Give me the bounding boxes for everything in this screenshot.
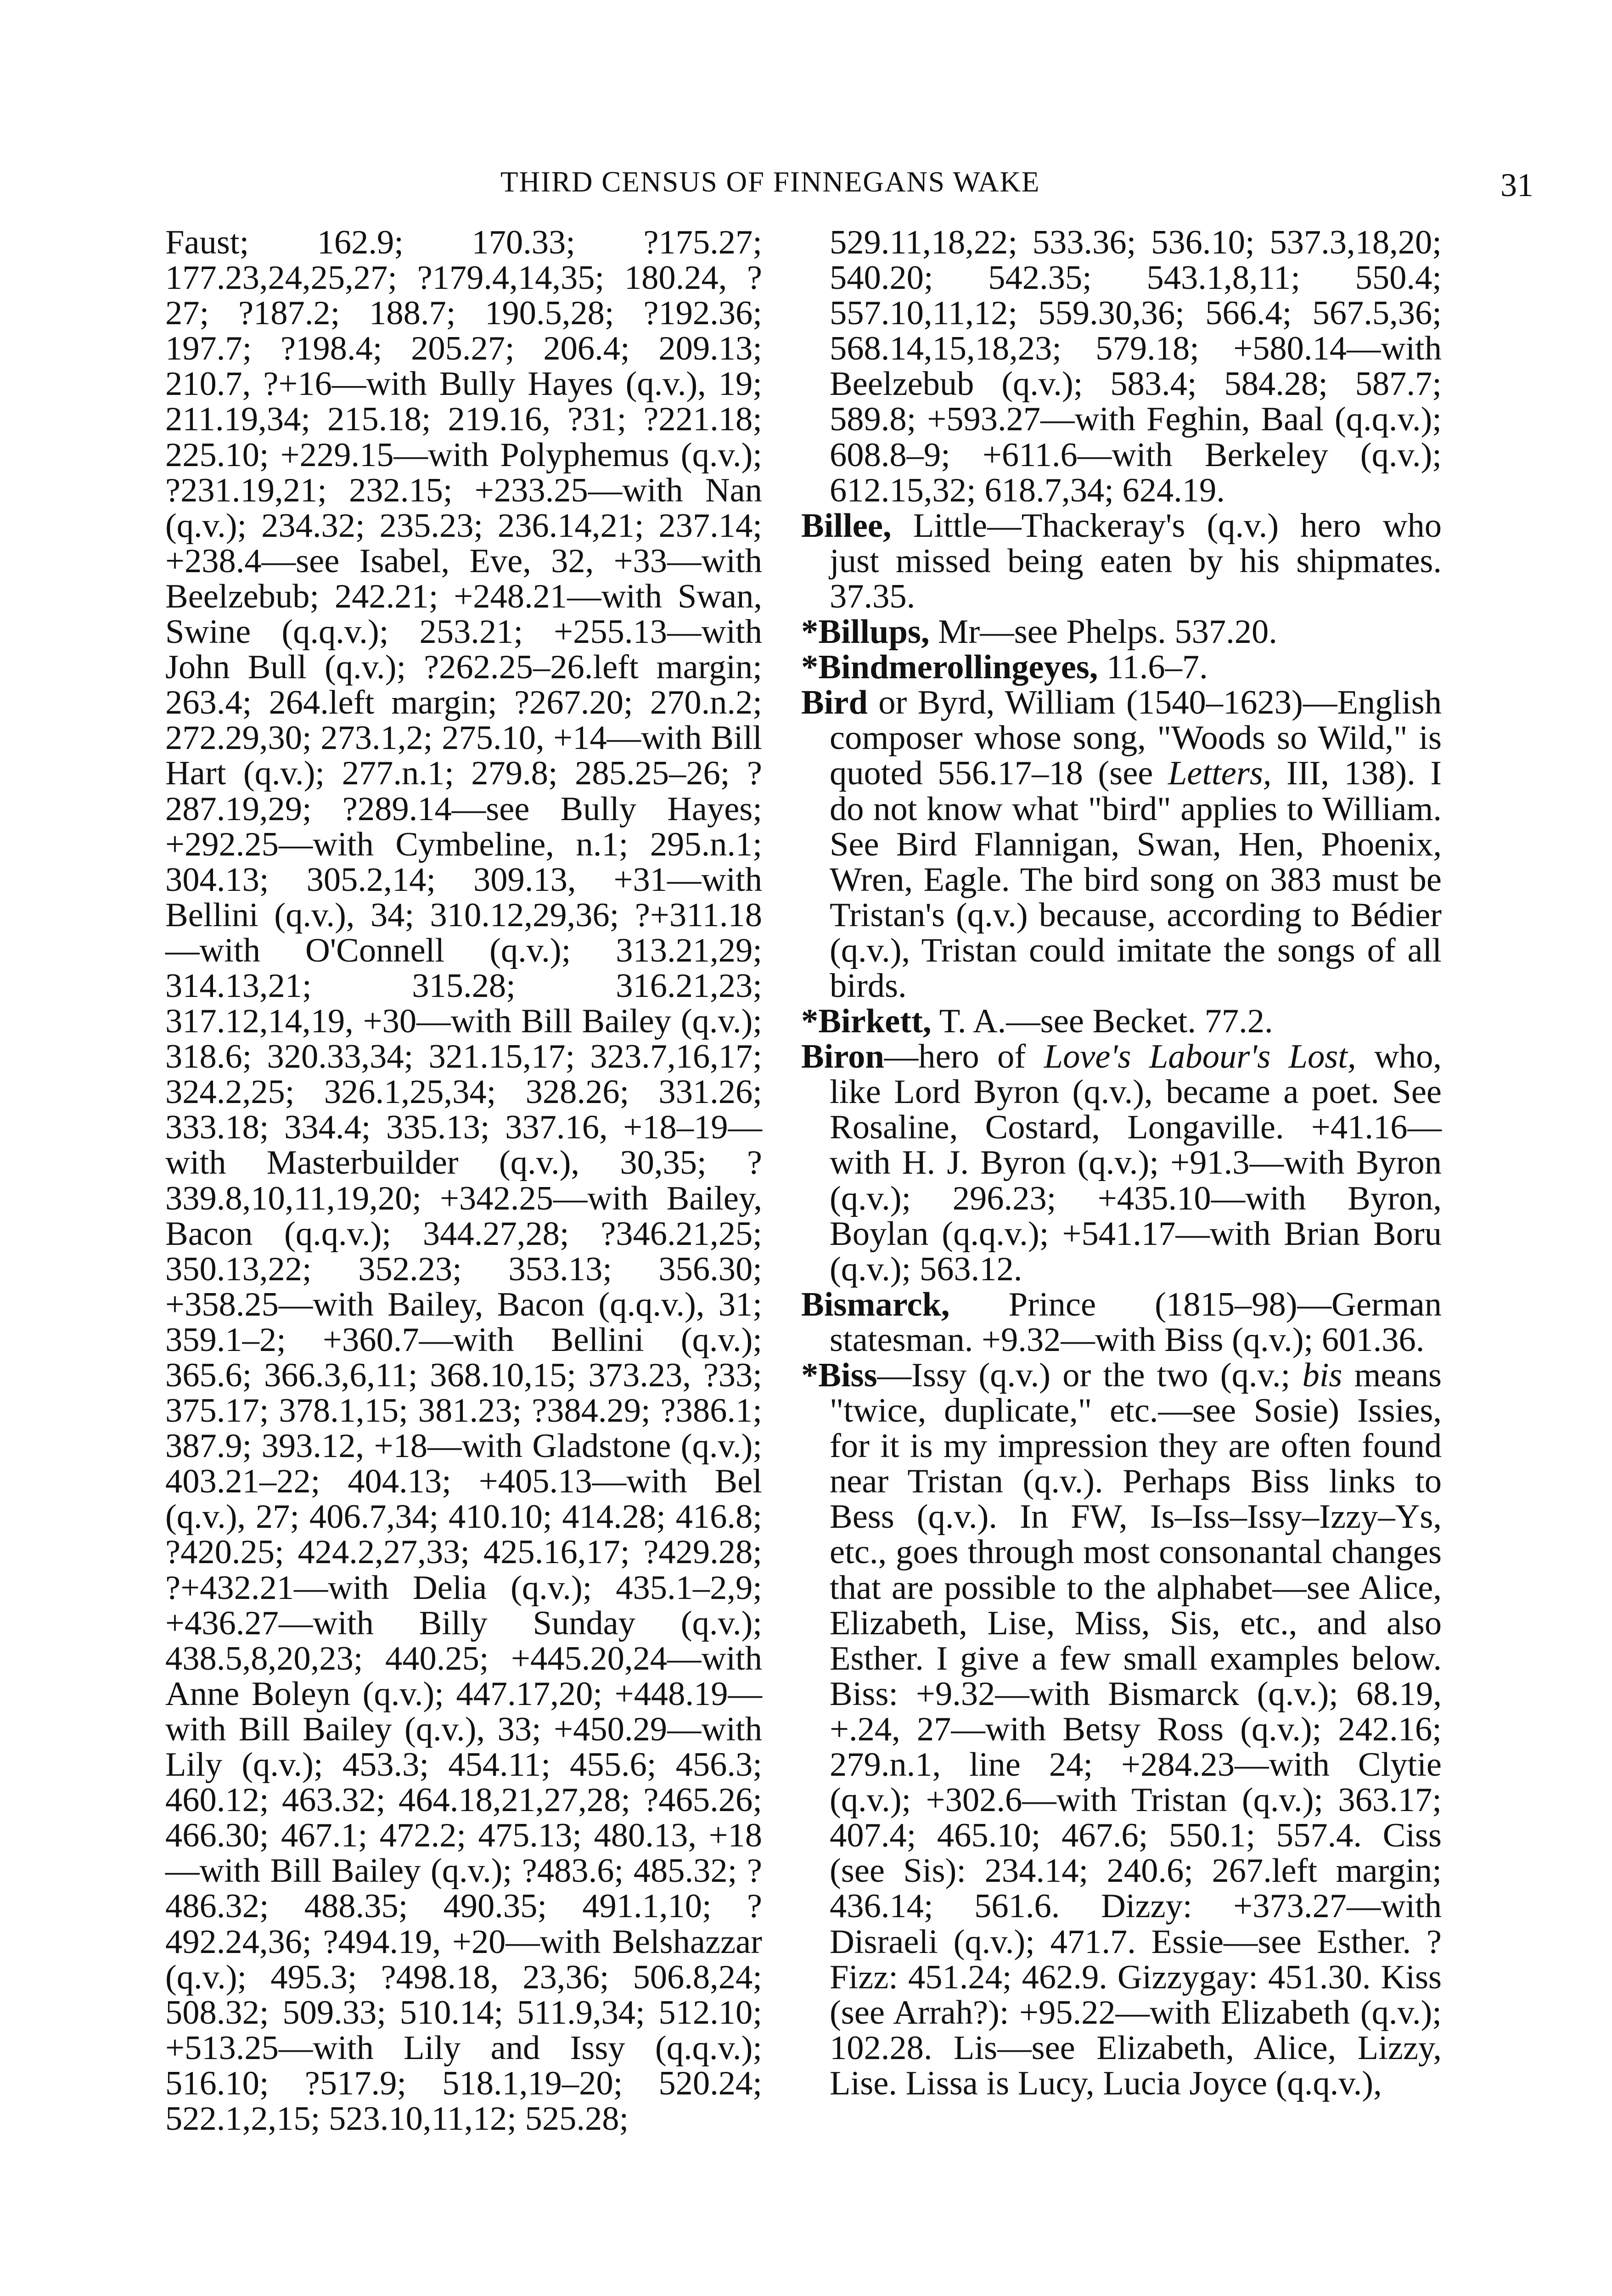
entry-headword: *Birkett, (801, 1002, 932, 1041)
entry-biss (801, 1358, 1442, 2101)
entry-text: Little—Thackeray's (q.v.) hero who just missed being eaten by his shipmates. 37.35. (830, 506, 1442, 615)
entry-headword: Bismarck, (801, 1285, 950, 1323)
page-number: 31 (1500, 167, 1533, 203)
entry-text: Prince (1815–98)—German statesman. +9.32—with Biss (q.v.); 601.36. (830, 1285, 1442, 1359)
entry-text: —hero of (884, 1038, 1044, 1076)
entry-headword: Bird (801, 684, 868, 722)
entry-bismarck (801, 1287, 1442, 1358)
entry-headword: *Bindmerollingeyes, (801, 648, 1098, 687)
entry-billee (801, 508, 1442, 614)
entry-text: T. A.—see Becket. 77.2. (931, 1002, 1273, 1041)
previous-entry-continuation: 529.11,18,22; 533.36; 536.10; 537.3,18,20; 540.20; 542.35; 543.1,8,11; 550.4; 557.10,11,12; 559.30,36; 566.4; 567.5,36; 568.14,15,18,23; 579.18; +580.14—with Beelzebub (q.v.); 583.4; 584.28; 587.7; 589.8; +593.27—with Feghin, Baal (q.q.v.); 608.8–9; +611.6—with Berkeley (q.v.); 612.15,32; 618.7,34; 624.19. (830, 224, 1442, 509)
entry-billups (801, 614, 1442, 650)
entry-text: or Byrd, William (1540–1623)—English composer whose song, "Woods so Wild," is quoted 556.17–18 (see (830, 684, 1442, 793)
entry-text: Mr—see Phelps. 537.20. (929, 613, 1277, 651)
entry-headword: *Biss (801, 1356, 877, 1394)
left-column (165, 225, 762, 2137)
entry-bindmerollingeyes (801, 650, 1442, 685)
entry-headword: *Billups, (801, 613, 930, 651)
entry-italic-word: bis (1302, 1356, 1342, 1394)
entry-text: who, like Lord Byron (q.v.), became a poet. See Rosaline, Costard, Longaville. +41.16—with H. J. Byron (q.v.); +91.3—with Byron (q.v.); 296.23; +435.10—with Byron, Boylan (q.q.v.); +541.17—with Brian Boru (q.v.); 563.12. (830, 1038, 1442, 1288)
entry-headword: Biron (801, 1038, 884, 1076)
right-column (801, 225, 1442, 2101)
entry-text: III, 138). I do not know what "bird" applies to William. See Bird Flannigan, Swan, Hen, Phoenix, Wren, Eagle. The bird song on 383 must be Tristan's (q.v.) because, according to Bédier (q.v.), Tristan could imitate the songs of all birds. (830, 754, 1442, 1005)
entry-birkett (801, 1004, 1442, 1039)
running-head: THIRD CENSUS OF FINNEGANS WAKE (500, 166, 1040, 198)
entry-text: —Issy (q.v.) or the two (q.v.; (877, 1356, 1303, 1394)
entry-bird (801, 685, 1442, 1004)
entry-text: 11.6–7. (1098, 648, 1208, 687)
entry-italic-title: Love's Labour's Lost, (1044, 1038, 1356, 1076)
entry-text: means "twice, duplicate," etc.—see Sosie) Issies, for it is my impression they are often found near Tristan (q.v.). Perhaps Biss links to Bess (q.v.). In FW, Is–Iss–Issy–Izzy–Ys, etc., goes through most consonantal changes that are possible to the alphabet—see Alice, Elizabeth, Lise, Miss, Sis, etc., and also Esther. I give a few small examples below. Biss: +9.32—with Bismarck (q.v.); 68.19, +.24, 27—with Betsy Ross (q.v.); 242.16; 279.n.1, line 24; +284.23—with Clytie (q.v.); +302.6—with Tristan (q.v.); 363.17; 407.4; 465.10; 467.6; 550.1; 557.4. Ciss (see Sis): 234.14; 240.6; 267.left margin; 436.14; 561.6. Dizzy: +373.27—with Disraeli (q.v.); 471.7. Essie—see Esther. ?Fizz: 451.24; 462.9. Gizzygay: 451.30. Kiss (see Arrah?): +95.22—with Elizabeth (q.v.); 102.28. Lis—see Elizabeth, Alice, Lizzy, Lise. Lissa is Lucy, Lucia Joyce (q.q.v.), (830, 1356, 1442, 2102)
entry-headword: Billee, (801, 506, 892, 545)
entry-biron (801, 1039, 1442, 1287)
entry-italic-title: Letters, (1168, 754, 1272, 793)
faust-entry-continuation: Faust; 162.9; 170.33; ?175.27; 177.23,24,25,27; ?179.4,14,35; 180.24, ?27; ?187.2; 188.7; 190.5,28; ?192.36; 197.7; ?198.4; 205.27; 206.4; 209.13; 210.7, ?+16—with Bully Hayes (q.v.), 19; 211.19,34; 215.18; 219.16, ?31; ?221.18; 225.10; +229.15—with Polyphemus (q.v.); ?231.19,21; 232.15; +233.25—with Nan (q.v.); 234.32; 235.23; 236.14,21; 237.14; +238.4—see Isabel, Eve, 32, +33—with Beelzebub; 242.21; +248.21—with Swan, Swine (q.q.v.); 253.21; +255.13—with John Bull (q.v.); ?262.25–26.left margin; 263.4; 264.left margin; ?267.20; 270.n.2; 272.29,30; 273.1,2; 275.10, +14—with Bill Hart (q.v.); 277.n.1; 279.8; 285.25–26; ?287.19,29; ?289.14—see Bully Hayes; +292.25—with Cymbeline, n.1; 295.n.1; 304.13; 305.2,14; 309.13, +31—with Bellini (q.v.), 34; 310.12,29,36; ?+311.18—with O'Connell (q.v.); 313.21,29; 314.13,21; 315.28; 316.21,23; 317.12,14,19, +30—with Bill Bailey (q.v.); 318.6; 320.33,34; 321.15,17; 323.7,16,17; 324.2,25; 326.1,25,34; 328.26; 331.26; 333.18; 334.4; 335.13; 337.16, +18–19—with Masterbuilder (q.v.), 30,35; ?339.8,10,11,19,20; +342.25—with Bailey, Bacon (q.q.v.); 344.27,28; ?346.21,25; 350.13,22; 352.23; 353.13; 356.30; +358.25—with Bailey, Bacon (q.q.v.), 31; 359.1–2; +360.7—with Bellini (q.v.); 365.6; 366.3,6,11; 368.10,15; 373.23, ?33; 375.17; 378.1,15; 381.23; ?384.29; ?386.1; 387.9; 393.12, +18—with Gladstone (q.v.); 403.21–22; 404.13; +405.13—with Bel (q.v.), 27; 406.7,34; 410.10; 414.28; 416.8; ?420.25; 424.2,27,33; 425.16,17; ?429.28; ?+432.21—with Delia (q.v.); 435.1–2,9; +436.27—with Billy Sunday (q.v.); 438.5,8,20,23; 440.25; +445.20,24—with Anne Boleyn (q.v.); 447.17,20; +448.19—with Bill Bailey (q.v.), 33; +450.29—with Lily (q.v.); 453.3; 454.11; 455.6; 456.3; 460.12; 463.32; 464.18,21,27,28; ?465.26; 466.30; 467.1; 472.2; 475.13; 480.13, +18—with Bill Bailey (q.v.); ?483.6; 485.32; ?486.32; 488.35; 490.35; 491.1,10; ?492.24,36; ?494.19, +20—with Belshazzar (q.v.); 495.3; ?498.18, 23,36; 506.8,24; 508.32; 509.33; 510.14; 511.9,34; 512.10; +513.25—with Lily and Issy (q.q.v.); 516.10; ?517.9; 518.1,19–20; 520.24; 522.1,2,15; 523.10,11,12; 525.28; (165, 224, 762, 2138)
